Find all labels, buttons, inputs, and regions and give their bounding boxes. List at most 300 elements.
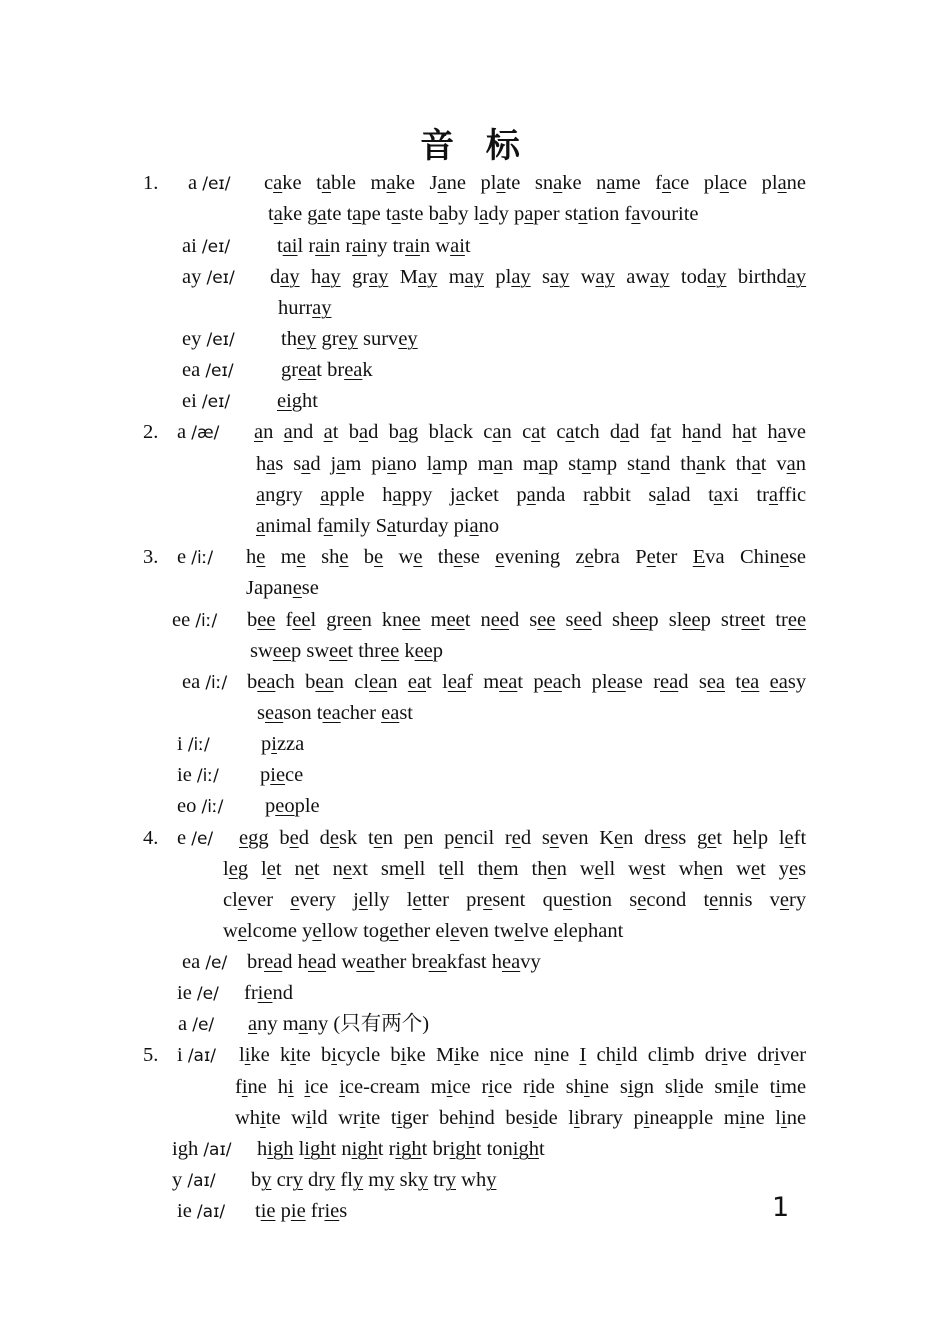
underlined-letters: a — [606, 172, 616, 194]
example-word: gray — [351, 266, 389, 288]
example-word: then — [531, 858, 567, 880]
underlined-letters: a — [321, 172, 331, 194]
underlined-letters: ea — [543, 671, 562, 693]
example-word: please — [591, 671, 643, 693]
example-word: get — [697, 827, 723, 849]
example-word: tape — [346, 203, 381, 225]
underlined-letters: a — [742, 421, 752, 443]
letter-group: ee — [172, 609, 196, 631]
example-word: they — [281, 328, 317, 350]
example-words — [251, 1168, 496, 1192]
example-word: name — [596, 172, 641, 194]
example-word: eight — [277, 390, 318, 412]
underlined-letters: a — [656, 421, 666, 443]
underlined-letters: a — [496, 172, 506, 194]
underlined-letters: I — [579, 1044, 587, 1066]
example-word: present — [466, 889, 526, 911]
underlined-letters: eo — [275, 795, 295, 817]
underlined-letters: e — [547, 858, 557, 880]
underlined-letters: e — [404, 858, 414, 880]
underlined-letters: i — [532, 1107, 539, 1129]
example-word: bright — [432, 1138, 482, 1160]
underlined-letters: a — [692, 421, 702, 443]
underlined-letters: ee — [741, 609, 760, 631]
ipa-symbol: /e/ — [205, 953, 228, 973]
underlined-letters: igh — [395, 1138, 422, 1160]
example-word: paper — [514, 203, 560, 225]
spelling-label — [182, 358, 234, 383]
example-word: bike — [390, 1044, 426, 1066]
example-word: light — [298, 1138, 337, 1160]
example-word: three — [358, 640, 400, 662]
example-word: child — [596, 1044, 638, 1066]
example-word: nice — [489, 1044, 524, 1066]
example-word: take — [268, 203, 303, 225]
example-word: day — [270, 266, 300, 288]
example-word: high — [257, 1138, 294, 1160]
underlined-letters: a — [298, 1013, 308, 1035]
example-words — [250, 639, 443, 663]
example-word: time — [769, 1076, 807, 1098]
underlined-letters: ea — [502, 951, 521, 973]
underlined-letters: ee — [573, 609, 592, 631]
example-word: face — [655, 172, 690, 194]
example-word: Eva — [692, 546, 725, 568]
underlined-letters: i — [454, 1044, 460, 1066]
example-word: drive — [704, 1044, 747, 1066]
underlined-letters: i — [244, 1044, 251, 1066]
underlined-letters: ea — [706, 671, 726, 693]
example-words — [270, 265, 806, 289]
underlined-letters: a — [469, 515, 479, 537]
example-word: zebra — [575, 546, 620, 568]
example-word: by — [251, 1169, 272, 1191]
underlined-letters: ey — [338, 328, 358, 350]
underlined-letters: a — [455, 484, 465, 506]
example-word: (只有两个) — [333, 1013, 430, 1035]
example-word: pie — [280, 1200, 306, 1222]
example-words — [257, 701, 413, 725]
spelling-label — [182, 670, 227, 695]
example-word: tonight — [486, 1138, 545, 1160]
underlined-letters: ay — [321, 266, 341, 288]
underlined-letters: a — [479, 203, 489, 225]
example-word: Ken — [599, 827, 634, 849]
example-word: taxi — [708, 484, 739, 506]
example-word: leg — [223, 858, 249, 880]
example-word: baby — [428, 203, 469, 225]
example-word: an — [254, 421, 274, 443]
ipa-symbol: /iː/ — [201, 797, 224, 817]
underlined-letters: e — [514, 920, 524, 942]
example-words — [256, 483, 806, 507]
example-word: be — [363, 546, 384, 568]
example-word: tree — [775, 609, 807, 631]
example-word: bean — [305, 671, 344, 693]
underlined-letters: ie — [290, 1200, 306, 1222]
underlined-letters: e — [389, 920, 399, 942]
example-word: piece — [260, 764, 304, 786]
example-word: black — [428, 421, 473, 443]
underlined-letters: a — [352, 203, 362, 225]
example-word: train — [392, 235, 431, 257]
example-word: kite — [280, 1044, 311, 1066]
underlined-letters: e — [237, 889, 247, 911]
underlined-letters: ea — [298, 359, 317, 381]
example-word: at — [323, 421, 339, 443]
example-word: me — [280, 546, 306, 568]
example-word: well — [579, 858, 616, 880]
underlined-letters: i — [359, 1107, 366, 1129]
underlined-letters: ee — [380, 640, 400, 662]
underlined-letters: a — [301, 453, 311, 475]
underlined-letters: i — [287, 1076, 294, 1098]
ipa-symbol: /iː/ — [191, 548, 214, 568]
underlined-letters: e — [329, 827, 340, 849]
example-word: ride — [523, 1076, 555, 1098]
example-word: wait — [435, 235, 471, 257]
example-word: beside — [505, 1107, 558, 1129]
underlined-letters: a — [777, 172, 787, 194]
example-word: play — [495, 266, 531, 288]
underlined-letters: ea — [428, 951, 447, 973]
ipa-symbol: /iː/ — [205, 673, 228, 693]
example-word: and — [283, 421, 314, 443]
example-word: seven — [541, 827, 589, 849]
example-word: egg — [239, 827, 269, 849]
underlined-letters: e — [750, 858, 761, 880]
example-word: favourite — [624, 203, 699, 225]
example-word: red — [504, 827, 532, 849]
underlined-letters: a — [768, 484, 779, 506]
page-number: 1 — [772, 1192, 790, 1223]
example-word: survey — [363, 328, 418, 350]
example-word: every — [290, 889, 336, 911]
item-number: 4. — [143, 827, 159, 849]
underlined-letters: i — [339, 1076, 345, 1098]
letter-group: ie — [177, 764, 197, 786]
underlined-letters: ay — [595, 266, 615, 288]
example-word: we — [398, 546, 423, 568]
underlined-letters: ie — [270, 764, 286, 786]
example-word: Mike — [435, 1044, 480, 1066]
spelling-label — [172, 1137, 232, 1162]
underlined-letters: a — [578, 203, 588, 225]
underlined-letters: ay — [417, 266, 438, 288]
spelling-label — [182, 234, 230, 259]
underlined-letters: ee — [537, 609, 556, 631]
example-word: traffic — [756, 484, 807, 506]
letter-group: ey — [182, 328, 207, 350]
example-word: clever — [223, 889, 274, 911]
example-word: stamp — [568, 453, 618, 475]
underlined-letters: i — [529, 1076, 536, 1098]
example-word: break — [327, 359, 373, 381]
example-word: ice — [304, 1076, 329, 1098]
underlined-letters: a — [437, 172, 447, 194]
underlined-letters: e — [549, 827, 559, 849]
underlined-letters: e — [646, 546, 656, 568]
example-words — [223, 857, 806, 881]
underlined-letters: e — [743, 827, 753, 849]
underlined-letters: a — [581, 453, 591, 475]
example-word: Saturday — [375, 515, 449, 537]
underlined-letters: ee — [329, 640, 348, 662]
example-word: mine — [723, 1107, 765, 1129]
example-word: bag — [388, 421, 419, 443]
example-word: why — [461, 1169, 497, 1191]
example-words — [268, 202, 699, 226]
example-words — [246, 576, 319, 600]
underlined-letters: i — [678, 1076, 685, 1098]
underlined-letters: ay — [369, 266, 389, 288]
underlined-letters: a — [336, 453, 346, 475]
underlined-letters: e — [413, 546, 423, 568]
example-word: desk — [319, 827, 358, 849]
underlined-letters: e — [553, 920, 563, 942]
example-word: rice — [481, 1076, 513, 1098]
item-number: 5. — [143, 1044, 159, 1066]
example-word: bread — [247, 951, 293, 973]
example-word: fat — [649, 421, 672, 443]
underlined-letters: e — [450, 920, 460, 942]
example-word: these — [437, 546, 480, 568]
underlined-letters: e — [266, 858, 276, 880]
example-word: fly — [340, 1169, 364, 1191]
example-word: yes — [778, 858, 807, 880]
underlined-letters: e — [444, 858, 454, 880]
underlined-letters: ea — [356, 951, 375, 973]
underlined-letters: ie — [257, 982, 273, 1004]
example-word: need — [480, 609, 520, 631]
ipa-symbol: /e/ — [191, 829, 214, 849]
underlined-letters: i — [305, 1107, 312, 1129]
example-word: heavy — [491, 951, 541, 973]
underlined-letters: igh — [512, 1138, 539, 1160]
spelling-label — [177, 545, 213, 570]
spelling-label — [177, 1199, 225, 1224]
underlined-letters: ea — [447, 671, 467, 693]
underlined-letters: e — [594, 858, 604, 880]
underlined-letters: a — [620, 421, 630, 443]
example-word: net — [294, 858, 320, 880]
ipa-symbol: /eɪ/ — [201, 237, 231, 257]
underlined-letters: i — [271, 733, 277, 755]
underlined-letters: a — [661, 172, 672, 194]
spelling-label — [182, 950, 227, 975]
underlined-letters: y — [417, 1169, 429, 1191]
underlined-letters: a — [323, 515, 333, 537]
underlined-letters: igh — [449, 1138, 476, 1160]
example-words — [235, 1075, 806, 1099]
underlined-letters: i — [721, 1044, 728, 1066]
underlined-letters: a — [565, 421, 575, 443]
underlined-letters: ie — [324, 1200, 340, 1222]
example-word: today — [680, 266, 727, 288]
example-words — [277, 234, 471, 258]
underlined-letters: e — [703, 858, 713, 880]
underlined-letters: ai — [352, 235, 367, 257]
example-word: left — [778, 827, 807, 849]
underlined-letters: ai — [450, 235, 465, 257]
example-words — [260, 763, 303, 787]
letter-group: a — [177, 421, 192, 443]
example-words — [244, 981, 293, 1005]
underlined-letters: a — [386, 515, 397, 537]
underlined-letters: ea — [322, 702, 341, 724]
underlined-letters: e — [256, 546, 266, 568]
example-word: meet — [430, 609, 471, 631]
example-word: slide — [664, 1076, 704, 1098]
example-word: twelve — [494, 920, 549, 942]
example-word: write — [338, 1107, 381, 1129]
underlined-letters: e — [412, 889, 422, 911]
example-words — [248, 1012, 429, 1036]
underlined-letters: a — [323, 421, 333, 443]
underlined-letters: i — [780, 1107, 787, 1129]
example-word: Chinese — [739, 546, 807, 568]
underlined-letters: a — [492, 421, 502, 443]
example-word: fries — [310, 1200, 348, 1222]
letter-group: a — [188, 172, 203, 194]
ipa-symbol: /e/ — [192, 1015, 215, 1035]
example-word: sign — [619, 1076, 655, 1098]
underlined-letters: i — [468, 1107, 475, 1129]
example-words — [261, 732, 304, 756]
example-words — [265, 794, 320, 818]
underlined-letters: a — [387, 453, 397, 475]
underlined-letters: ay — [280, 266, 300, 288]
letter-group: ei — [182, 390, 202, 412]
spelling-label — [177, 732, 210, 757]
underlined-letters: e — [292, 577, 302, 599]
example-words — [278, 296, 332, 320]
underlined-letters: a — [320, 484, 330, 506]
underlined-letters: e — [784, 827, 794, 849]
underlined-letters: y — [261, 1169, 272, 1191]
example-word: hurray — [278, 297, 332, 319]
example-word: Peter — [635, 546, 678, 568]
ipa-symbol: /aɪ/ — [203, 1140, 232, 1160]
underlined-letters: e — [290, 889, 300, 911]
example-word — [579, 1044, 586, 1066]
example-word: evening — [495, 546, 561, 568]
underlined-letters: i — [446, 1076, 453, 1098]
example-word: wet — [736, 858, 766, 880]
underlined-letters: e — [453, 546, 463, 568]
example-word: tea — [735, 671, 760, 693]
example-word: hat — [731, 421, 757, 443]
spelling-label — [172, 608, 217, 633]
example-words — [256, 514, 499, 538]
example-word: letter — [406, 889, 449, 911]
example-word: see — [529, 609, 556, 631]
underlined-letters: ay — [511, 266, 531, 288]
example-word: may — [448, 266, 484, 288]
example-word: help — [732, 827, 769, 849]
underlined-letters: ea — [660, 671, 679, 693]
underlined-letters: e — [296, 546, 306, 568]
underlined-letters: i — [738, 1076, 745, 1098]
letter-group: eo — [177, 795, 202, 817]
underlined-letters: E — [692, 546, 706, 568]
underlined-letters: ee — [414, 640, 433, 662]
underlined-letters: a — [283, 421, 293, 443]
underlined-letters: ea — [344, 359, 363, 381]
ipa-symbol: /e/ — [196, 984, 219, 1004]
underlined-letters: ea — [607, 671, 626, 693]
underlined-letters: ay — [650, 266, 670, 288]
spelling-label — [177, 794, 223, 819]
example-word: feel — [285, 609, 317, 631]
underlined-letters: a — [751, 453, 761, 475]
spelling-label — [182, 389, 230, 414]
example-word: season — [257, 702, 312, 724]
example-word: driver — [757, 1044, 807, 1066]
underlined-letters: i — [241, 1076, 248, 1098]
example-word: table — [316, 172, 356, 194]
example-word: grey — [321, 328, 358, 350]
letter-group: i — [177, 1044, 188, 1066]
underlined-letters: e — [454, 827, 464, 849]
underlined-letters: a — [631, 203, 641, 225]
underlined-letters: a — [392, 484, 402, 506]
example-word: line — [775, 1107, 807, 1129]
ipa-symbol: /iː/ — [196, 766, 219, 786]
example-word: tennis — [703, 889, 753, 911]
underlined-letters: a — [589, 484, 599, 506]
example-word: bad — [348, 421, 379, 443]
example-words — [277, 389, 318, 413]
underlined-letters: y — [325, 1169, 336, 1191]
example-word: plane — [761, 172, 807, 194]
example-word: night — [341, 1138, 384, 1160]
example-word: May — [399, 266, 438, 288]
underlined-letters: e — [707, 827, 717, 849]
example-word: eleven — [435, 920, 489, 942]
example-word: behind — [438, 1107, 495, 1129]
example-word: stand — [627, 453, 671, 475]
ipa-symbol: /eɪ/ — [206, 268, 235, 288]
underlined-letters: ei — [277, 390, 292, 412]
example-words — [239, 1043, 806, 1067]
example-word: pizza — [261, 733, 305, 755]
underlined-letters: ee — [402, 609, 421, 631]
example-word: any — [248, 1013, 278, 1035]
underlined-letters: e — [661, 827, 671, 849]
example-word: apple — [320, 484, 365, 506]
example-words — [223, 888, 806, 912]
underlined-letters: a — [256, 484, 266, 506]
example-words — [247, 670, 806, 694]
example-word: make — [370, 172, 415, 194]
ipa-symbol: /eɪ/ — [201, 392, 231, 412]
example-word: wild — [291, 1107, 328, 1129]
underlined-letters: i — [627, 1076, 634, 1098]
example-word: many — [282, 1013, 329, 1035]
example-word: rain — [308, 235, 341, 257]
example-word: family — [316, 515, 371, 537]
example-word: friend — [244, 982, 293, 1004]
example-word: yellow — [302, 920, 358, 942]
example-word: library — [568, 1107, 623, 1129]
underlined-letters: ea — [307, 951, 327, 973]
underlined-letters: e — [495, 546, 505, 568]
underlined-letters: ay — [707, 266, 727, 288]
example-word: angry — [256, 484, 303, 506]
example-word: birthday — [737, 266, 807, 288]
example-word: cat — [522, 421, 546, 443]
